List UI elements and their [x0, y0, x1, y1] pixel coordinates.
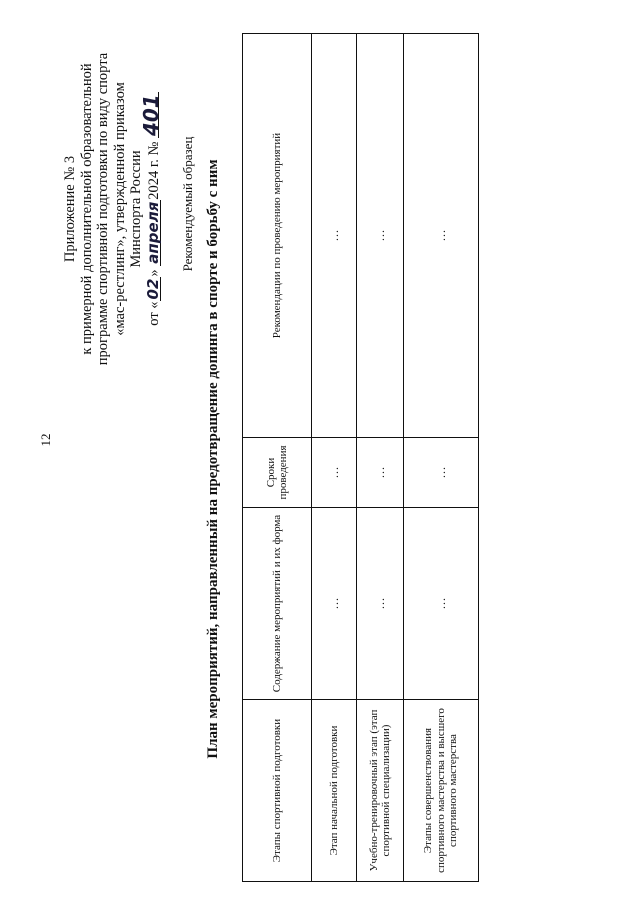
- table-row: [312, 34, 357, 882]
- header-content: Содержание мероприятий и их форма: [243, 508, 312, 700]
- handwritten-order-number: 401: [138, 94, 163, 137]
- document-title: План мероприятий, направленный на предотвращение допинга в спорте и борьбу с ним: [205, 159, 221, 759]
- cell-dates: …: [312, 438, 357, 508]
- header-recommendations: Рекомендации по проведению мероприятий: [243, 34, 312, 438]
- table-header-row: [243, 34, 312, 882]
- header-stages: Этапы спортивной подготовки: [243, 700, 312, 882]
- cell-stage: Этап начальной подготовки: [312, 700, 357, 882]
- cell-stage: Этапы совершенствования спортивного мастерства и высшего спортивного мастерства: [404, 700, 479, 882]
- cell-dates: …: [357, 438, 404, 508]
- handwritten-day: 02: [143, 278, 162, 300]
- cell-recommendations: …: [404, 34, 479, 438]
- appendix-date-line: [138, 24, 163, 394]
- appendix-line-2: к примерной дополнительной образовательной: [78, 63, 95, 355]
- date-mid: »: [145, 269, 162, 277]
- cell-recommendations: …: [312, 34, 357, 438]
- cell-recommendations: …: [357, 34, 404, 438]
- table-row: [404, 34, 479, 882]
- appendix-line-5: Минспорта России: [128, 150, 144, 268]
- appendix-header: [62, 24, 162, 394]
- plan-table: [242, 33, 479, 882]
- cell-dates: …: [404, 438, 479, 508]
- cell-content: …: [357, 508, 404, 700]
- appendix-line-4: «мас-рестлинг», утвержденной приказом: [111, 82, 128, 336]
- handwritten-month: апреля: [143, 201, 162, 264]
- cell-stage: Учебно-тренировочный этап (этап спортивной специализации): [357, 700, 404, 882]
- cell-content: …: [312, 508, 357, 700]
- appendix-line-1: Приложение № 3: [62, 155, 78, 263]
- date-year: 2024 г. №: [145, 141, 162, 200]
- header-dates: Сроки проведения: [243, 438, 312, 508]
- appendix-line-3: программе спортивной подготовки по виду спорта: [95, 52, 111, 366]
- table-row: [357, 34, 404, 882]
- page-number: 12: [38, 433, 53, 447]
- recommended-sample-label: Рекомендуемый образец: [180, 136, 195, 272]
- cell-content: …: [404, 508, 479, 700]
- date-prefix: от «: [145, 301, 162, 326]
